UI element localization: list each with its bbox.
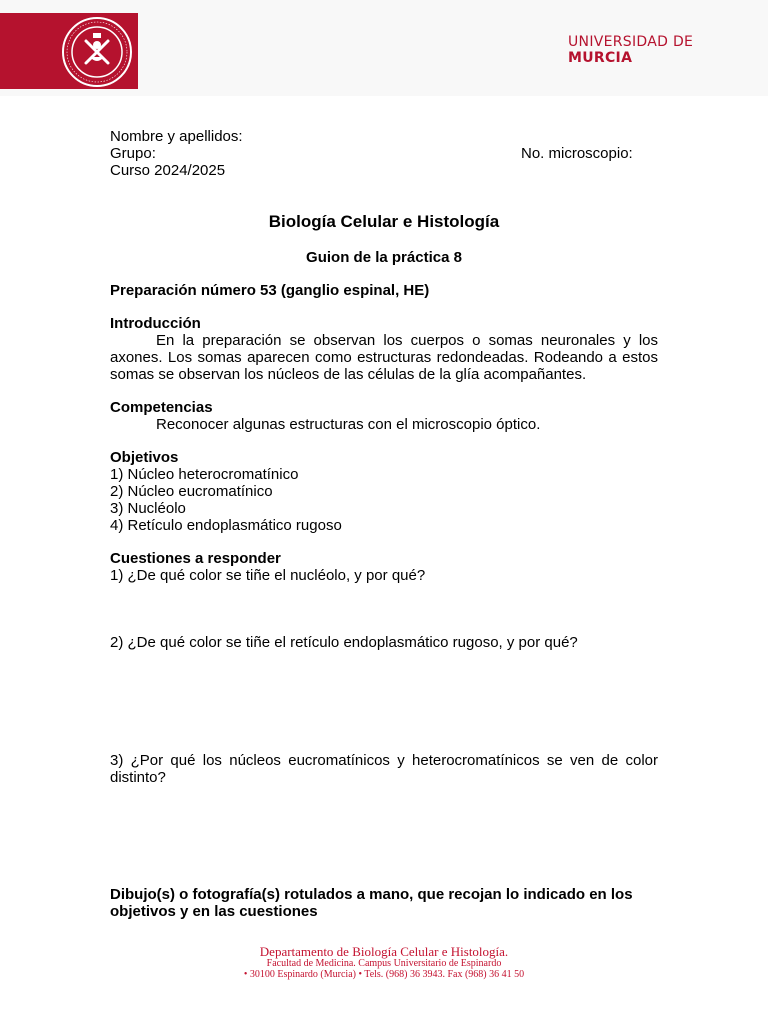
question-item: 1) ¿De qué color se tiñe el nucléolo, y por qué?: [110, 567, 426, 584]
university-name: [568, 34, 693, 66]
objective-item: 3) Nucléolo: [110, 500, 186, 517]
course-label: Curso 2024/2025: [110, 162, 226, 179]
objectives-heading: Objetivos: [110, 449, 179, 466]
introduction-heading: Introducción: [110, 315, 201, 332]
question-item: 3) ¿Por qué los núcleos eucromatínicos y heterocromatínicos se ven de color distinto?: [110, 752, 658, 786]
footer-faculty: Facultad de Medicina. Campus Universitario de Espinardo: [266, 958, 502, 969]
university-name-line2: MURCIA: [568, 50, 633, 66]
objective-item: 4) Retículo endoplasmático rugoso: [110, 517, 342, 534]
page-subtitle: Guion de la práctica 8: [306, 249, 462, 266]
microscope-label: No. microscopio:: [521, 145, 633, 162]
introduction-text: En la preparación se observan los cuerpos o somas neuronales y los axones. Los somas aparecen como estructuras redondeadas. Rodeando a estos somas se observan los núcleos de las células de la glía acompañantes.: [110, 332, 658, 383]
name-label: Nombre y apellidos:: [110, 128, 243, 145]
objective-item: 1) Núcleo heterocromatínico: [110, 466, 299, 483]
competencies-heading: Competencias: [110, 399, 213, 416]
questions-heading: Cuestiones a responder: [110, 550, 281, 567]
group-label: Grupo:: [110, 145, 156, 162]
drawing-instruction: Dibujo(s) o fotografía(s) rotulados a mano, que recojan lo indicado en los objetivos y en las cuestiones: [110, 886, 633, 920]
footer-contact: • 30100 Espinardo (Murcia) • Tels. (968) 36 3943. Fax (968) 36 41 50: [243, 969, 525, 980]
university-name-line1: UNIVERSIDAD DE: [568, 34, 694, 50]
university-seal-icon: [60, 15, 134, 89]
page-title: Biología Celular e Histología: [268, 212, 500, 231]
question-item: 2) ¿De qué color se tiñe el retículo endoplasmático rugoso, y por qué?: [110, 634, 578, 651]
competencies-text: Reconocer algunas estructuras con el microscopio óptico.: [156, 416, 541, 433]
university-logo: [0, 13, 138, 89]
objective-item: 2) Núcleo eucromatínico: [110, 483, 273, 500]
footer-department: Departamento de Biología Celular e Histología.: [259, 944, 509, 959]
preparation-heading: Preparación número 53 (ganglio espinal, HE): [110, 282, 430, 299]
